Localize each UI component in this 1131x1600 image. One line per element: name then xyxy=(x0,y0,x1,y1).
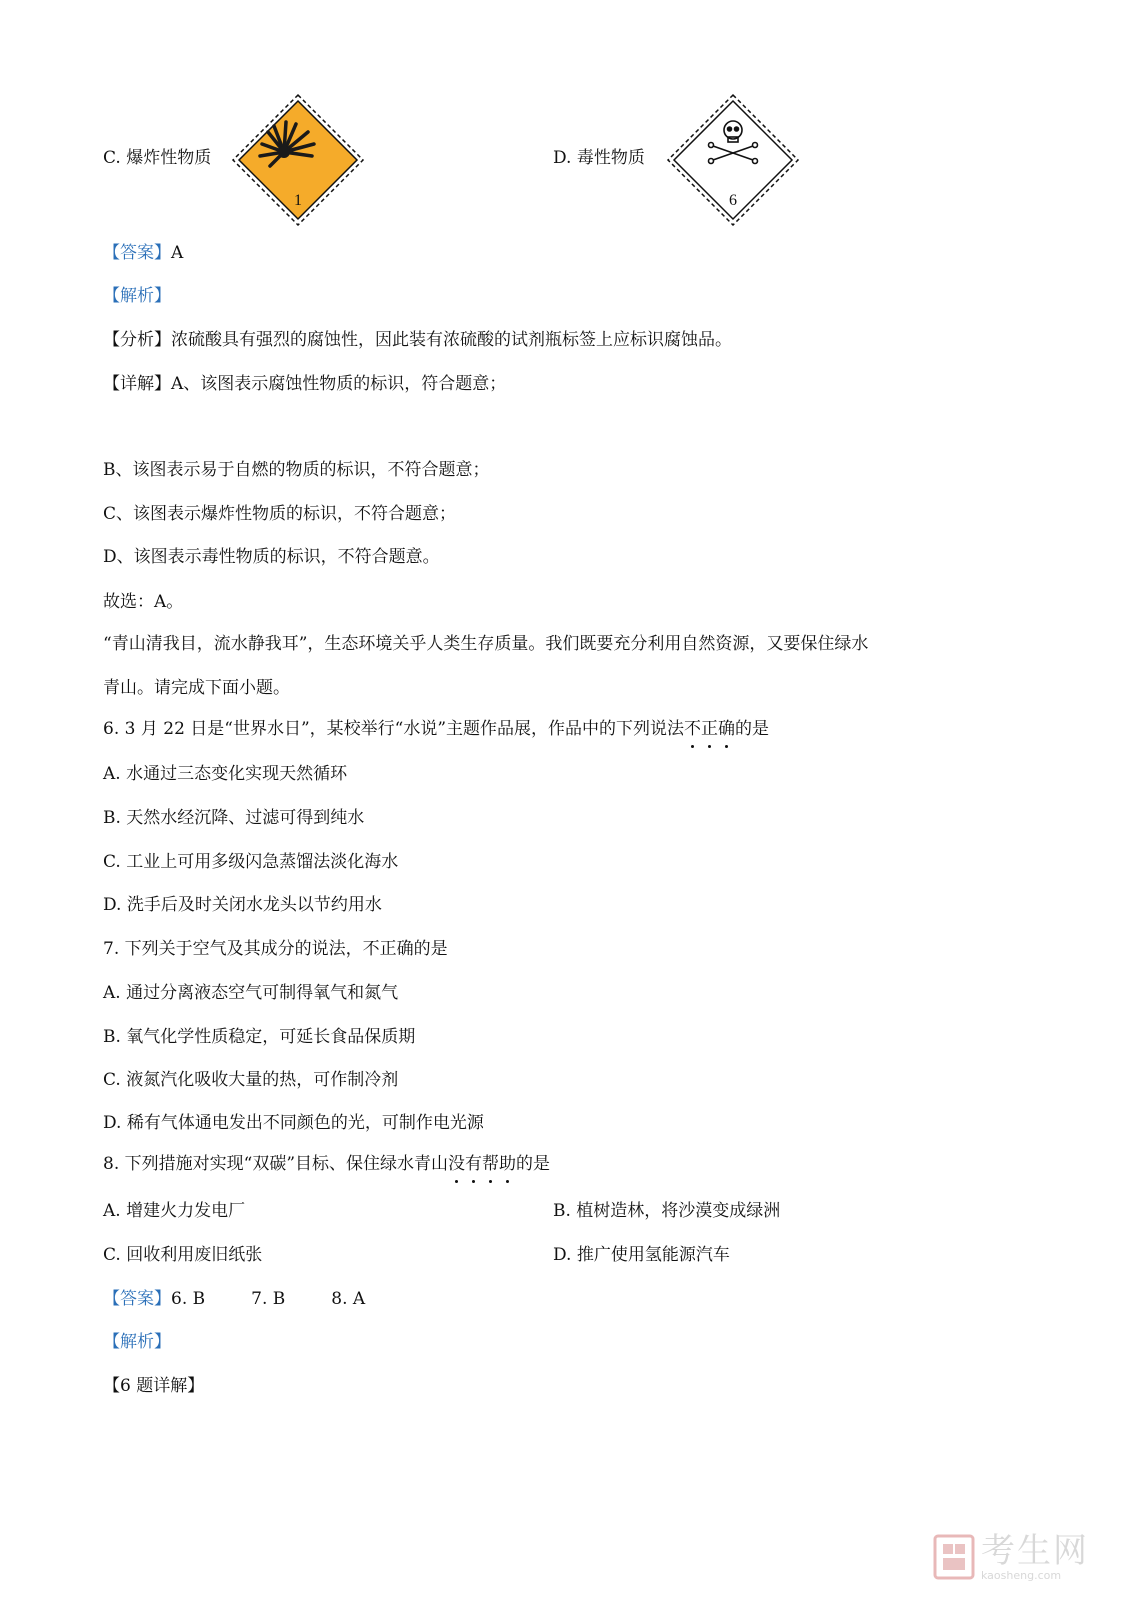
intro-line-1: “青山清我目，流水静我耳”，生态环境关乎人类生存质量。我们既要充分利用自然资源，又要保住绿水 xyxy=(103,634,869,654)
xiangjie-d: D、该图表示毒性物质的标识，不符合题意。 xyxy=(103,547,440,567)
q6-stem xyxy=(103,717,769,741)
q8-option-b: B. 植树造林，将沙漠变成绿洲 xyxy=(553,1201,781,1221)
xiangjie-c: C、该图表示爆炸性物质的标识，不符合题意； xyxy=(103,504,457,524)
watermark-cn: 考生网 xyxy=(981,1531,1089,1571)
fenxi-text: 浓硫酸具有强烈的腐蚀性，因此装有浓硫酸的试剂瓶标签上应标识腐蚀品。 xyxy=(171,330,732,350)
explosive-hazard-sign xyxy=(230,92,366,228)
answer-line xyxy=(103,241,183,265)
xiangjie-a: A、该图表示腐蚀性物质的标识，符合题意； xyxy=(171,374,507,394)
q6-emph-char: 不 xyxy=(684,719,702,739)
toxic-hazard-sign xyxy=(665,92,801,228)
q8-emph-char: 助 xyxy=(499,1154,517,1174)
option-c-label: C. 爆炸性物质 xyxy=(103,148,212,168)
q7-stem: 7. 下列关于空气及其成分的说法，不正确的是 xyxy=(103,939,448,959)
q6-option-c: C. 工业上可用多级闪急蒸馏法淡化海水 xyxy=(103,852,399,872)
q8-emph-char: 没 xyxy=(448,1154,466,1174)
q6-option-a: A. 水通过三态变化实现天然循环 xyxy=(103,764,348,784)
xiangjie-tag: 【详解】 xyxy=(103,374,171,394)
xiangjie-b: B、该图表示易于自燃的物质的标识，不符合题意； xyxy=(103,460,490,480)
q6-detail-tag: 【6 题详解】 xyxy=(103,1376,205,1396)
q6-emph-char: 确 xyxy=(718,719,736,739)
fenxi-line xyxy=(103,328,732,352)
answers-analysis-tag: 【解析】 xyxy=(103,1332,171,1352)
answers-line xyxy=(103,1287,365,1311)
answer-value: A xyxy=(171,243,184,263)
conclusion: 故选：A。 xyxy=(103,592,184,612)
watermark xyxy=(933,1532,1089,1582)
q6-option-b: B. 天然水经沉降、过滤可得到纯水 xyxy=(103,808,365,828)
q8-option-a: A. 增建火力发电厂 xyxy=(103,1201,246,1221)
answers-tag: 【答案】 xyxy=(103,1289,171,1309)
intro-line-2: 青山。请完成下面小题。 xyxy=(103,678,290,698)
kaosheng-logo-icon xyxy=(933,1534,975,1580)
q6-stem-prefix: 6. 3 月 22 日是“世界水日”，某校举行“水说”主题作品展，作品中的下列说法 xyxy=(103,719,685,739)
answer-tag: 【答案】 xyxy=(103,243,171,263)
q8-stem xyxy=(103,1152,550,1176)
q8-emph-char: 帮 xyxy=(482,1154,500,1174)
answer-6: 6. B xyxy=(171,1289,206,1309)
xiangjie-line xyxy=(103,372,506,396)
q6-option-d: D. 洗手后及时关闭水龙头以节约用水 xyxy=(103,895,382,915)
q8-option-d: D. 推广使用氢能源汽车 xyxy=(553,1245,730,1265)
fenxi-tag: 【分析】 xyxy=(103,330,171,350)
q7-option-a: A. 通过分离液态空气可制得氧气和氮气 xyxy=(103,983,399,1003)
q7-option-d: D. 稀有气体通电发出不同颜色的光，可制作电光源 xyxy=(103,1113,484,1133)
answer-8: 8. A xyxy=(331,1289,366,1309)
q8-stem-prefix: 8. 下列措施对实现“双碳”目标、保住绿水青山 xyxy=(103,1154,449,1174)
explosive-class-number: 1 xyxy=(294,192,302,209)
q8-stem-suffix: 的是 xyxy=(516,1154,551,1174)
answer-7: 7. B xyxy=(251,1289,286,1309)
q8-option-c: C. 回收利用废旧纸张 xyxy=(103,1245,263,1265)
watermark-en: kaosheng.com xyxy=(981,1569,1062,1582)
q6-stem-suffix: 的是 xyxy=(735,719,770,739)
option-d-label: D. 毒性物质 xyxy=(553,148,645,168)
toxic-class-number: 6 xyxy=(729,192,737,209)
q8-emph-char: 有 xyxy=(465,1154,483,1174)
q6-emph-char: 正 xyxy=(701,719,719,739)
analysis-tag: 【解析】 xyxy=(103,286,171,306)
q7-option-c: C. 液氮汽化吸收大量的热，可作制冷剂 xyxy=(103,1070,399,1090)
q7-option-b: B. 氧气化学性质稳定，可延长食品保质期 xyxy=(103,1027,416,1047)
